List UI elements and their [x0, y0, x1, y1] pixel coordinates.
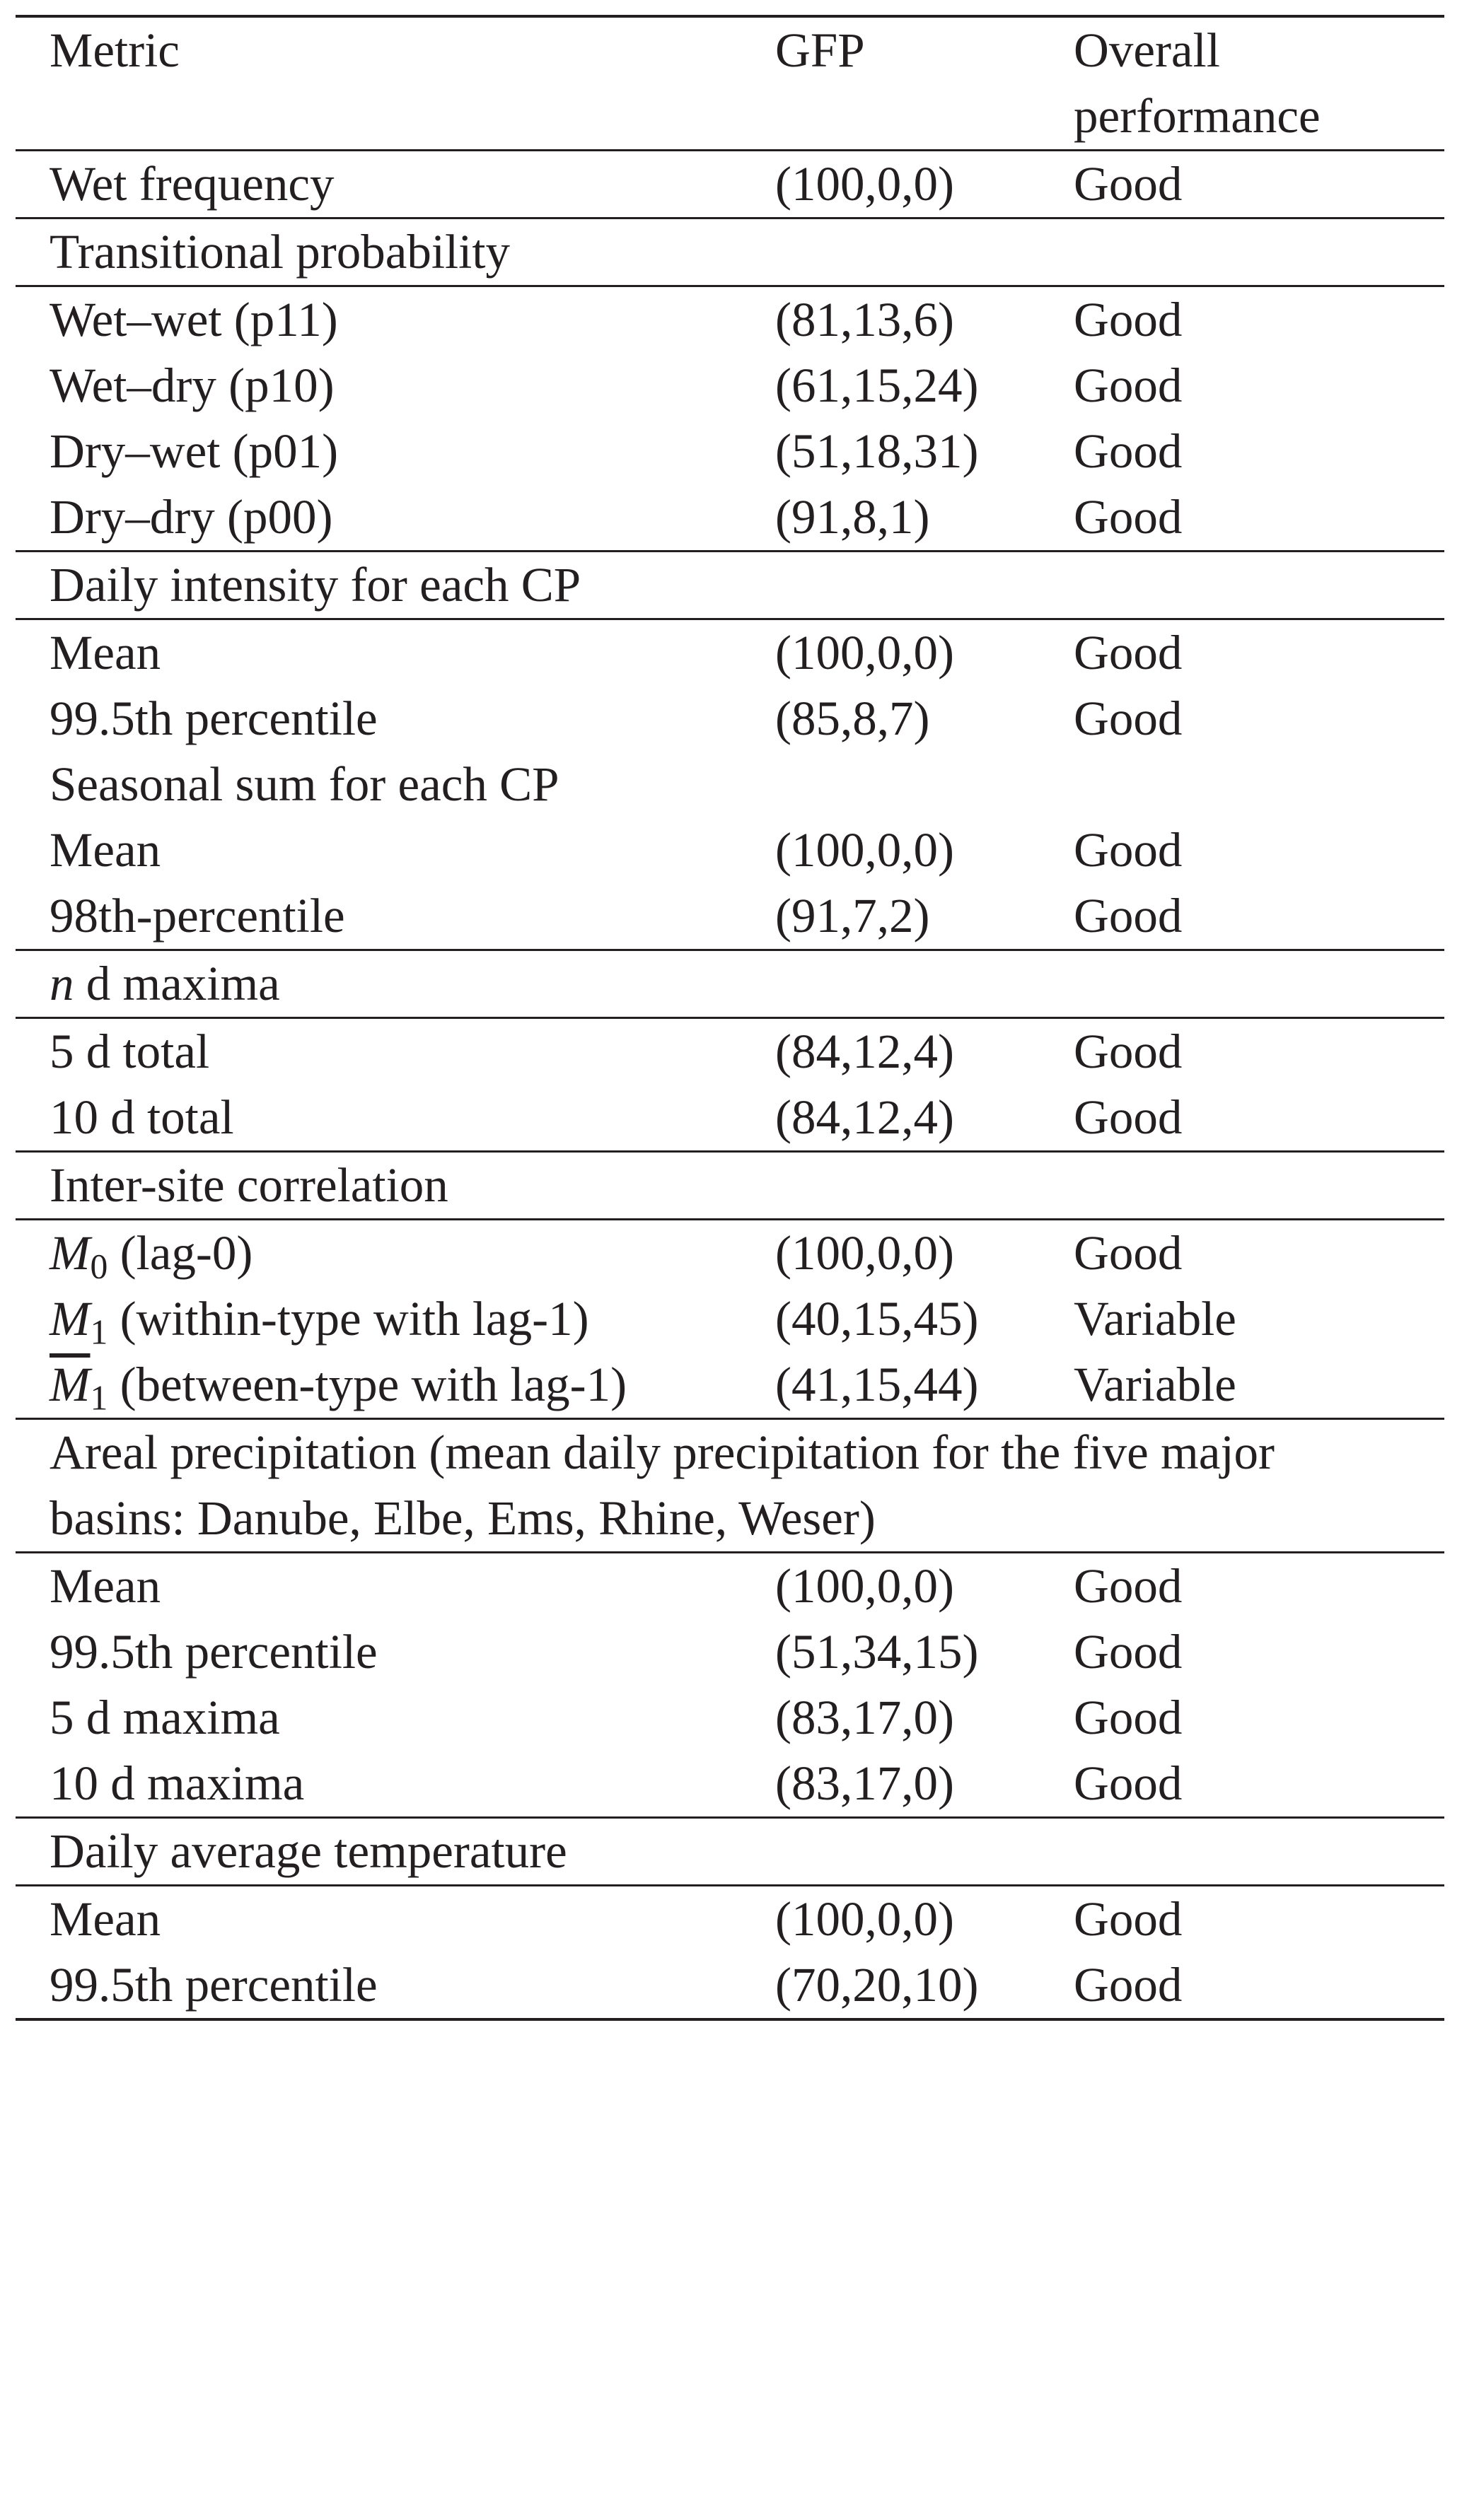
- gfp-cell: (84,12,4): [775, 1018, 1074, 1085]
- gfp-cell: (83,17,0): [775, 1756, 954, 1810]
- metric-cell: Dry–dry (p00): [50, 490, 333, 544]
- section-title: Transitional probability: [16, 218, 1444, 286]
- gfp-cell: (70,20,10): [775, 1952, 1074, 2019]
- metric-cell: Wet–dry (p10): [50, 358, 335, 412]
- header-row: [16, 16, 1444, 151]
- table-row: [16, 1685, 1444, 1751]
- performance-cell: Good: [1074, 1220, 1444, 1287]
- table-row: [16, 1286, 1444, 1352]
- metric-cell: Mean: [16, 619, 775, 687]
- table-row: [16, 817, 1444, 883]
- section-header-row: [16, 552, 1444, 619]
- table-row: [16, 1085, 1444, 1152]
- gfp-cell: (41,15,44): [775, 1358, 979, 1411]
- metric-cell: Dry–wet (p01): [50, 424, 339, 478]
- metric-cell: Mean: [16, 1553, 775, 1620]
- gfp-cell: (81,13,6): [775, 286, 1074, 354]
- gfp-cell: (51,18,31): [775, 424, 979, 478]
- gfp-cell: (85,8,7): [775, 692, 930, 745]
- table-row: [16, 1018, 1444, 1085]
- table-row: [16, 883, 1444, 950]
- performance-cell: Good: [1074, 151, 1444, 218]
- section-header-row: [16, 1818, 1444, 1886]
- gfp-cell: (100,0,0): [775, 1553, 1074, 1620]
- section-header-row: [16, 1419, 1444, 1553]
- performance-cell: Good: [1074, 692, 1183, 745]
- gfp-cell: (40,15,45): [775, 1292, 979, 1346]
- metric-cell: $M_0$ (lag-0): [16, 1220, 775, 1287]
- gfp-cell: (61,15,24): [775, 358, 979, 412]
- performance-cell: Good: [1074, 1553, 1444, 1620]
- section-title: n d maxima: [16, 950, 1444, 1018]
- performance-cell: Good: [1074, 1886, 1444, 1953]
- gfp-cell: (91,8,1): [775, 490, 930, 544]
- performance-cell: Good: [1074, 619, 1444, 687]
- table-row: [16, 686, 1444, 752]
- metric-cell: 98th-percentile: [50, 889, 345, 943]
- performance-cell: Good: [1074, 424, 1183, 478]
- metric-cell: 99.5th percentile: [16, 1952, 775, 2019]
- table-row: [16, 1553, 1444, 1620]
- performance-cell: Good: [1074, 358, 1183, 412]
- gfp-cell: (100,0,0): [775, 1220, 1074, 1287]
- table-row: [16, 151, 1444, 218]
- gfp-cell: (84,12,4): [775, 1090, 954, 1144]
- subsection-title: Seasonal sum for each CP: [50, 757, 559, 811]
- gfp-performance-table: [16, 15, 1444, 2021]
- gfp-cell: (100,0,0): [775, 1886, 1074, 1953]
- performance-cell: Good: [1074, 1952, 1444, 2019]
- metric-cell: 99.5th percentile: [50, 692, 378, 745]
- performance-cell: Good: [1074, 889, 1183, 943]
- metric-cell: Mean: [50, 823, 161, 877]
- metric-cell: $M_1$ (within-type with lag-1): [50, 1292, 589, 1352]
- metric-cell: Wet frequency: [16, 151, 775, 218]
- gfp-cell: (83,17,0): [775, 1691, 954, 1744]
- performance-cell: Good: [1074, 1756, 1183, 1810]
- gfp-cell: (100,0,0): [775, 823, 954, 877]
- header-gfp: GFP: [775, 16, 1074, 151]
- table-row: [16, 1619, 1444, 1685]
- table-row: [16, 484, 1444, 552]
- performance-cell: Variable: [1074, 1292, 1236, 1346]
- metric-cell: 99.5th percentile: [50, 1625, 378, 1679]
- section-header-row: [16, 950, 1444, 1018]
- performance-cell: Good: [1074, 823, 1183, 877]
- section-title: Inter-site correlation: [16, 1152, 1444, 1220]
- section-title: Areal precipitation (mean daily precipitation for the five major basins: Danube, Elbe, Ems, Rhine, Weser): [16, 1419, 1444, 1553]
- metric-cell: 10 d total: [50, 1090, 234, 1144]
- performance-cell: Good: [1074, 286, 1444, 354]
- gfp-cell: (91,7,2): [775, 889, 930, 943]
- table-row: [16, 1886, 1444, 1953]
- performance-cell: Good: [1074, 490, 1183, 544]
- section-title: Daily intensity for each CP: [16, 552, 1444, 619]
- section-header-row: [16, 1152, 1444, 1220]
- metric-cell: 10 d maxima: [50, 1756, 305, 1810]
- table-row: [16, 286, 1444, 354]
- table-row: [16, 619, 1444, 687]
- performance-cell: Good: [1074, 1090, 1183, 1144]
- table-row: [16, 1352, 1444, 1419]
- table-row: [16, 1220, 1444, 1287]
- section-title: Daily average temperature: [16, 1818, 1444, 1886]
- gfp-cell: (100,0,0): [775, 619, 1074, 687]
- metric-cell: Mean: [16, 1886, 775, 1953]
- gfp-cell: (100,0,0): [775, 151, 1074, 218]
- section-header-row: [16, 218, 1444, 286]
- table-row: [16, 1952, 1444, 2019]
- performance-cell: Variable: [1074, 1358, 1236, 1411]
- header-overall-performance: Overall performance: [1074, 16, 1444, 151]
- performance-cell: Good: [1074, 1018, 1444, 1085]
- metric-cell: 5 d maxima: [50, 1691, 280, 1744]
- table-row: [16, 353, 1444, 419]
- performance-cell: Good: [1074, 1691, 1183, 1744]
- subsection-title-row: [16, 752, 1444, 817]
- performance-cell: Good: [1074, 1625, 1183, 1679]
- metric-cell: $\overline{M}_1$ (between-type with lag-1): [50, 1358, 627, 1418]
- metric-cell: Wet–wet (p11): [16, 286, 775, 354]
- table-row: [16, 419, 1444, 484]
- metric-cell: 5 d total: [16, 1018, 775, 1085]
- header-metric: Metric: [16, 16, 775, 151]
- gfp-cell: (51,34,15): [775, 1625, 979, 1679]
- table-row: [16, 1751, 1444, 1818]
